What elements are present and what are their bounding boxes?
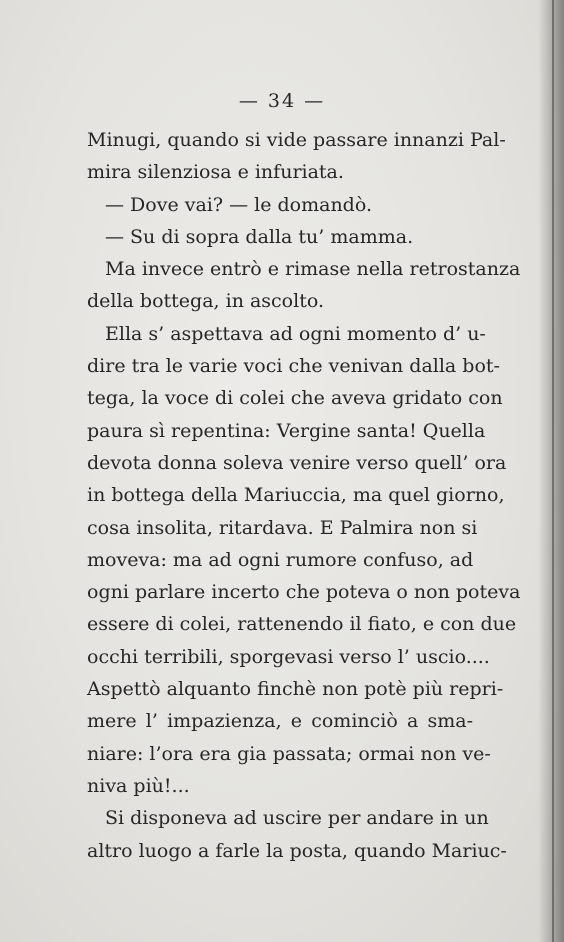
text-line: niva più!... [87,774,190,797]
text-line: devota donna soleva venire verso quell’ ora [87,451,507,474]
text-line: Minugi, quando si vide passare innanzi Pal- [87,129,506,151]
text-line: dire tra le varie voci che venivan dalla bot- [87,355,500,378]
text-line: della bottega, in ascolto. [87,290,324,313]
text-line: cosa insolita, ritardava. E Palmira non si [87,516,478,539]
text-line: moveva: ma ad ogni rumore confuso, ad [87,548,474,571]
text-line: paura sì repentina: Vergine santa! Quella [87,419,486,442]
text-line: in bottega della Mariuccia, ma quel giorno, [87,484,505,507]
text-line: occhi terribili, sporgevasi verso l’ uscio.... [87,645,490,668]
text-line: essere di colei, rattenendo il fiato, e con due [87,613,517,636]
body-text [87,124,521,867]
text-line: niare: l’ora era gia passata; ormai non ve- [87,742,491,765]
text-line: Si disponeva ad uscire per andare in un [105,807,489,830]
text-line: — Su di sopra dalla tu’ mamma. [105,225,414,248]
text-line: ogni parlare incerto che poteva o non poteva [87,581,521,604]
text-line: Ella s’ aspettava ad ogni momento d’ u- [105,322,486,345]
text-line: mira silenziosa e infuriata. [87,161,344,184]
binding-edge-line [552,0,554,942]
text-line: Ma invece entrò e rimase nella retrostanza [105,258,521,281]
text-line: altro luogo a farle la posta, quando Mariuc- [87,839,507,862]
text-line: — Dove vai? — le domandò. [105,193,372,216]
page-number: — 34 — [238,90,326,112]
text-line: Aspettò alquanto finchè non potè più repri- [87,678,504,701]
page-edge-shadow [538,0,564,942]
text-line: mere l’ impazienza, e cominciò a sma- [87,710,473,733]
text-line: tega, la voce di colei che aveva gridato con [87,387,503,410]
